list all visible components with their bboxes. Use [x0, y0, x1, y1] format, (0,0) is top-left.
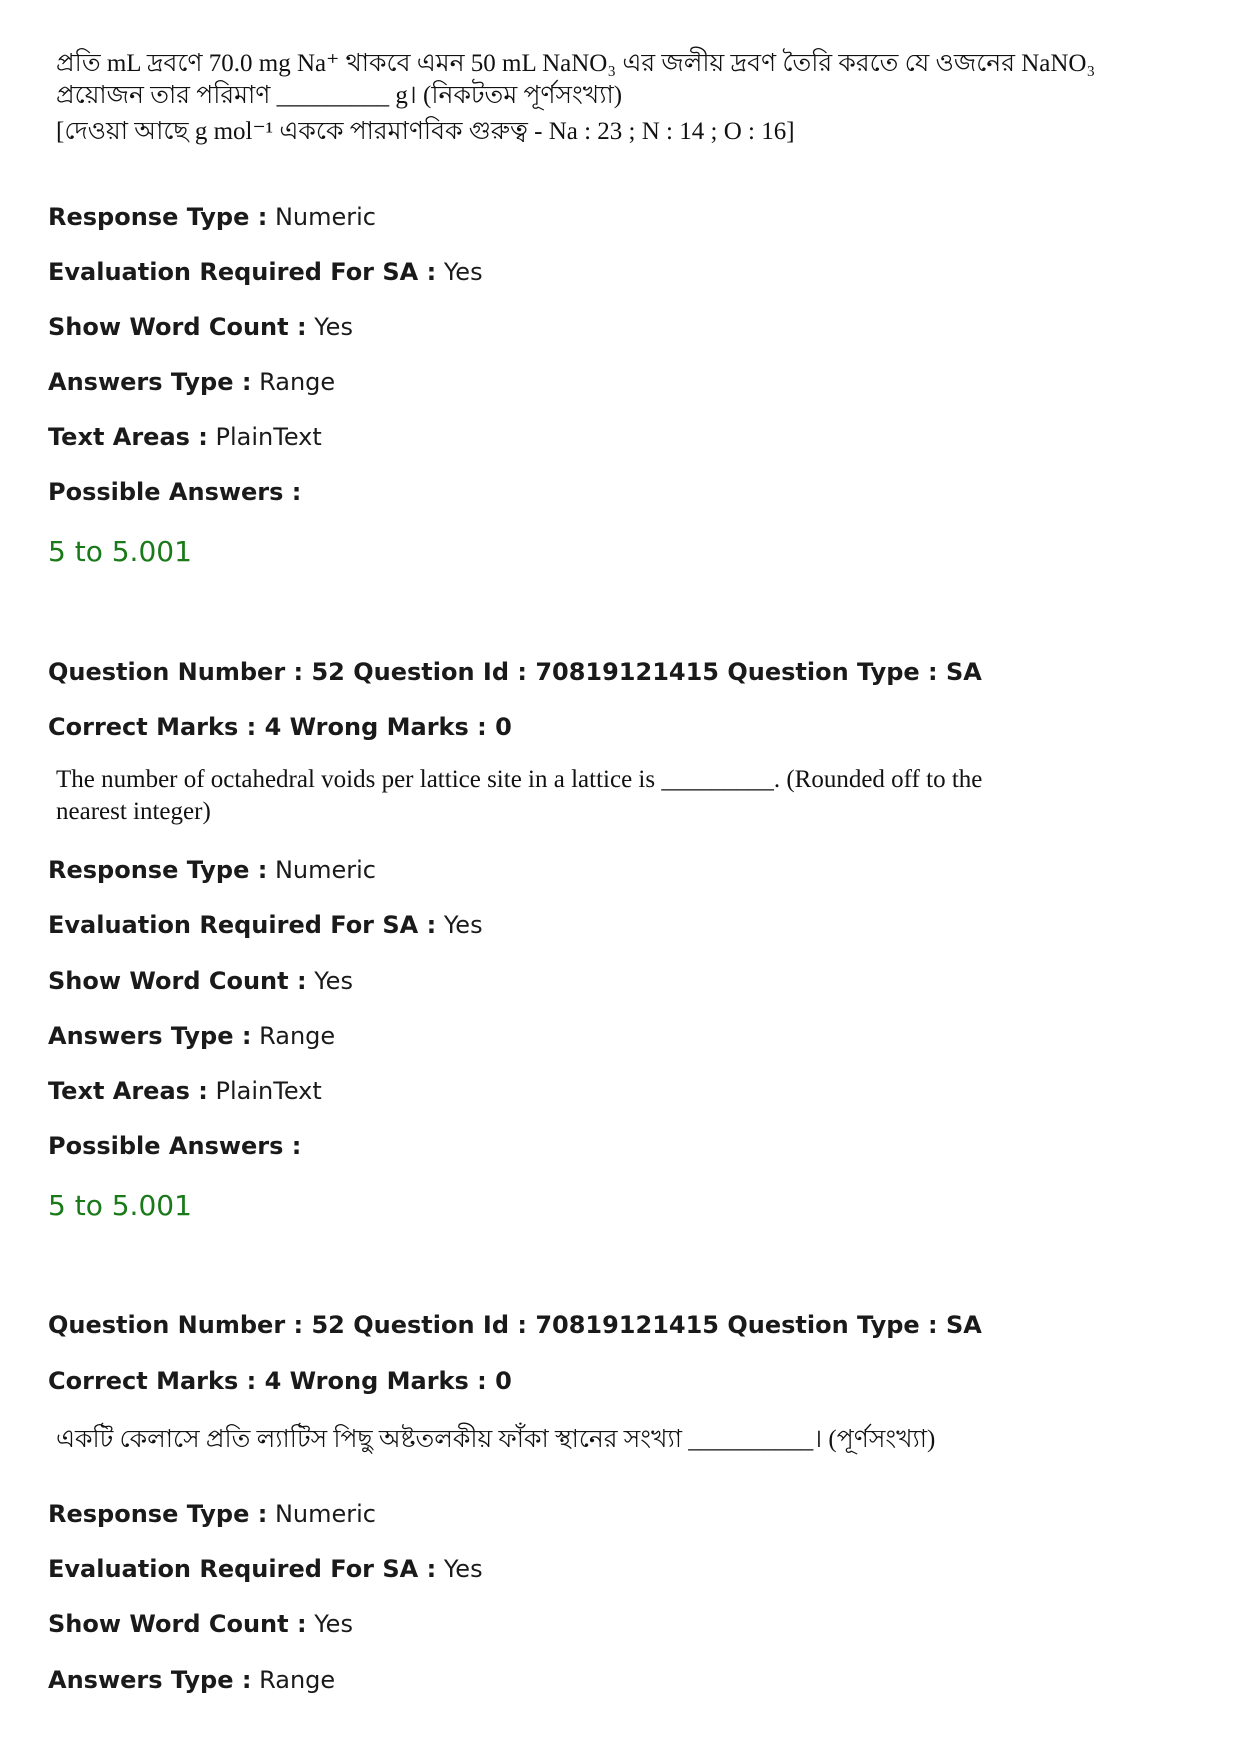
evaluation-required-value: Yes — [443, 1555, 483, 1583]
text-areas-value: PlainText — [215, 423, 322, 451]
answers-type-label: Answers Type : — [48, 368, 252, 396]
question-text-image — [56, 48, 1095, 148]
evaluation-required-label: Evaluation Required For SA : — [48, 911, 437, 939]
show-word-count-value: Yes — [314, 313, 353, 341]
response-type-label: Response Type : — [48, 856, 268, 884]
answers-type-label: Answers Type : — [48, 1666, 252, 1694]
evaluation-required-value: Yes — [443, 911, 483, 939]
question-header: Question Number : 52 Question Id : 70819121415 Question Type : SA — [48, 658, 982, 686]
evaluation-required-value: Yes — [443, 258, 483, 286]
response-type-value: Numeric — [274, 203, 376, 231]
question-header: Question Number : 52 Question Id : 70819121415 Question Type : SA — [48, 1311, 982, 1339]
text-areas-value: PlainText — [215, 1077, 322, 1105]
question-text-image — [56, 1424, 935, 1456]
question-text-image — [56, 764, 982, 828]
show-word-count-label: Show Word Count : — [48, 967, 307, 995]
possible-answers-label: Possible Answers : — [48, 1132, 302, 1160]
evaluation-required-row — [48, 1554, 483, 1584]
response-type-label: Response Type : — [48, 1500, 268, 1528]
answers-type-value: Range — [259, 1022, 336, 1050]
answers-type-row — [48, 367, 335, 397]
question-line: [দেওয়া আছে g mol⁻¹ এককে পারমাণবিক গুরুত্ব - Na : 23 ; N : 14 ; O : 16] — [56, 118, 795, 145]
question-line: একটি কেলাসে প্রতি ল্যাটিস পিছু অষ্টতলকীয় ফাঁকা স্থানের সংখ্যা __________। (পূর্ণসংখ্যা) — [56, 1426, 936, 1453]
response-type-row — [48, 202, 376, 232]
answers-type-label: Answers Type : — [48, 1022, 252, 1050]
possible-answers-row — [48, 1131, 301, 1161]
evaluation-required-label: Evaluation Required For SA : — [48, 258, 437, 286]
possible-answer-value: 5 to 5.001 — [48, 535, 192, 568]
show-word-count-row — [48, 1609, 353, 1639]
possible-answers-row — [48, 477, 301, 507]
answers-type-value: Range — [259, 368, 336, 396]
response-type-row — [48, 855, 376, 885]
possible-answer-value: 5 to 5.001 — [48, 1189, 192, 1222]
show-word-count-row — [48, 966, 353, 996]
evaluation-required-row — [48, 910, 483, 940]
text-areas-row — [48, 1076, 322, 1106]
question-line: nearest integer) — [56, 798, 211, 825]
response-type-row — [48, 1499, 376, 1529]
show-word-count-label: Show Word Count : — [48, 1610, 307, 1638]
response-type-value: Numeric — [274, 1500, 376, 1528]
text-areas-label: Text Areas : — [48, 423, 208, 451]
answers-type-value: Range — [259, 1666, 336, 1694]
question-marks: Correct Marks : 4 Wrong Marks : 0 — [48, 1367, 512, 1395]
response-type-label: Response Type : — [48, 203, 268, 231]
response-type-value: Numeric — [274, 856, 376, 884]
show-word-count-value: Yes — [314, 967, 353, 995]
question-line: প্রতি mL দ্রবণে 70.0 mg Na⁺ থাকবে এমন 50 mL NaNO₃ এর জলীয় দ্রবণ তৈরি করতে যে ওজনের NaNO₃ — [56, 50, 1096, 77]
question-line: The number of octahedral voids per lattice site in a lattice is _________. (Rounded off to the — [56, 766, 983, 793]
show-word-count-label: Show Word Count : — [48, 313, 307, 341]
possible-answers-label: Possible Answers : — [48, 478, 302, 506]
question-line: প্রয়োজন তার পরিমাণ _________ g। (নিকটতম পূর্ণসংখ্যা) — [56, 82, 623, 109]
text-areas-label: Text Areas : — [48, 1077, 208, 1105]
show-word-count-value: Yes — [314, 1610, 353, 1638]
text-areas-row — [48, 422, 322, 452]
show-word-count-row — [48, 312, 353, 342]
question-marks: Correct Marks : 4 Wrong Marks : 0 — [48, 713, 512, 741]
answers-type-row — [48, 1665, 335, 1695]
evaluation-required-label: Evaluation Required For SA : — [48, 1555, 437, 1583]
answers-type-row — [48, 1021, 335, 1051]
evaluation-required-row — [48, 257, 483, 287]
